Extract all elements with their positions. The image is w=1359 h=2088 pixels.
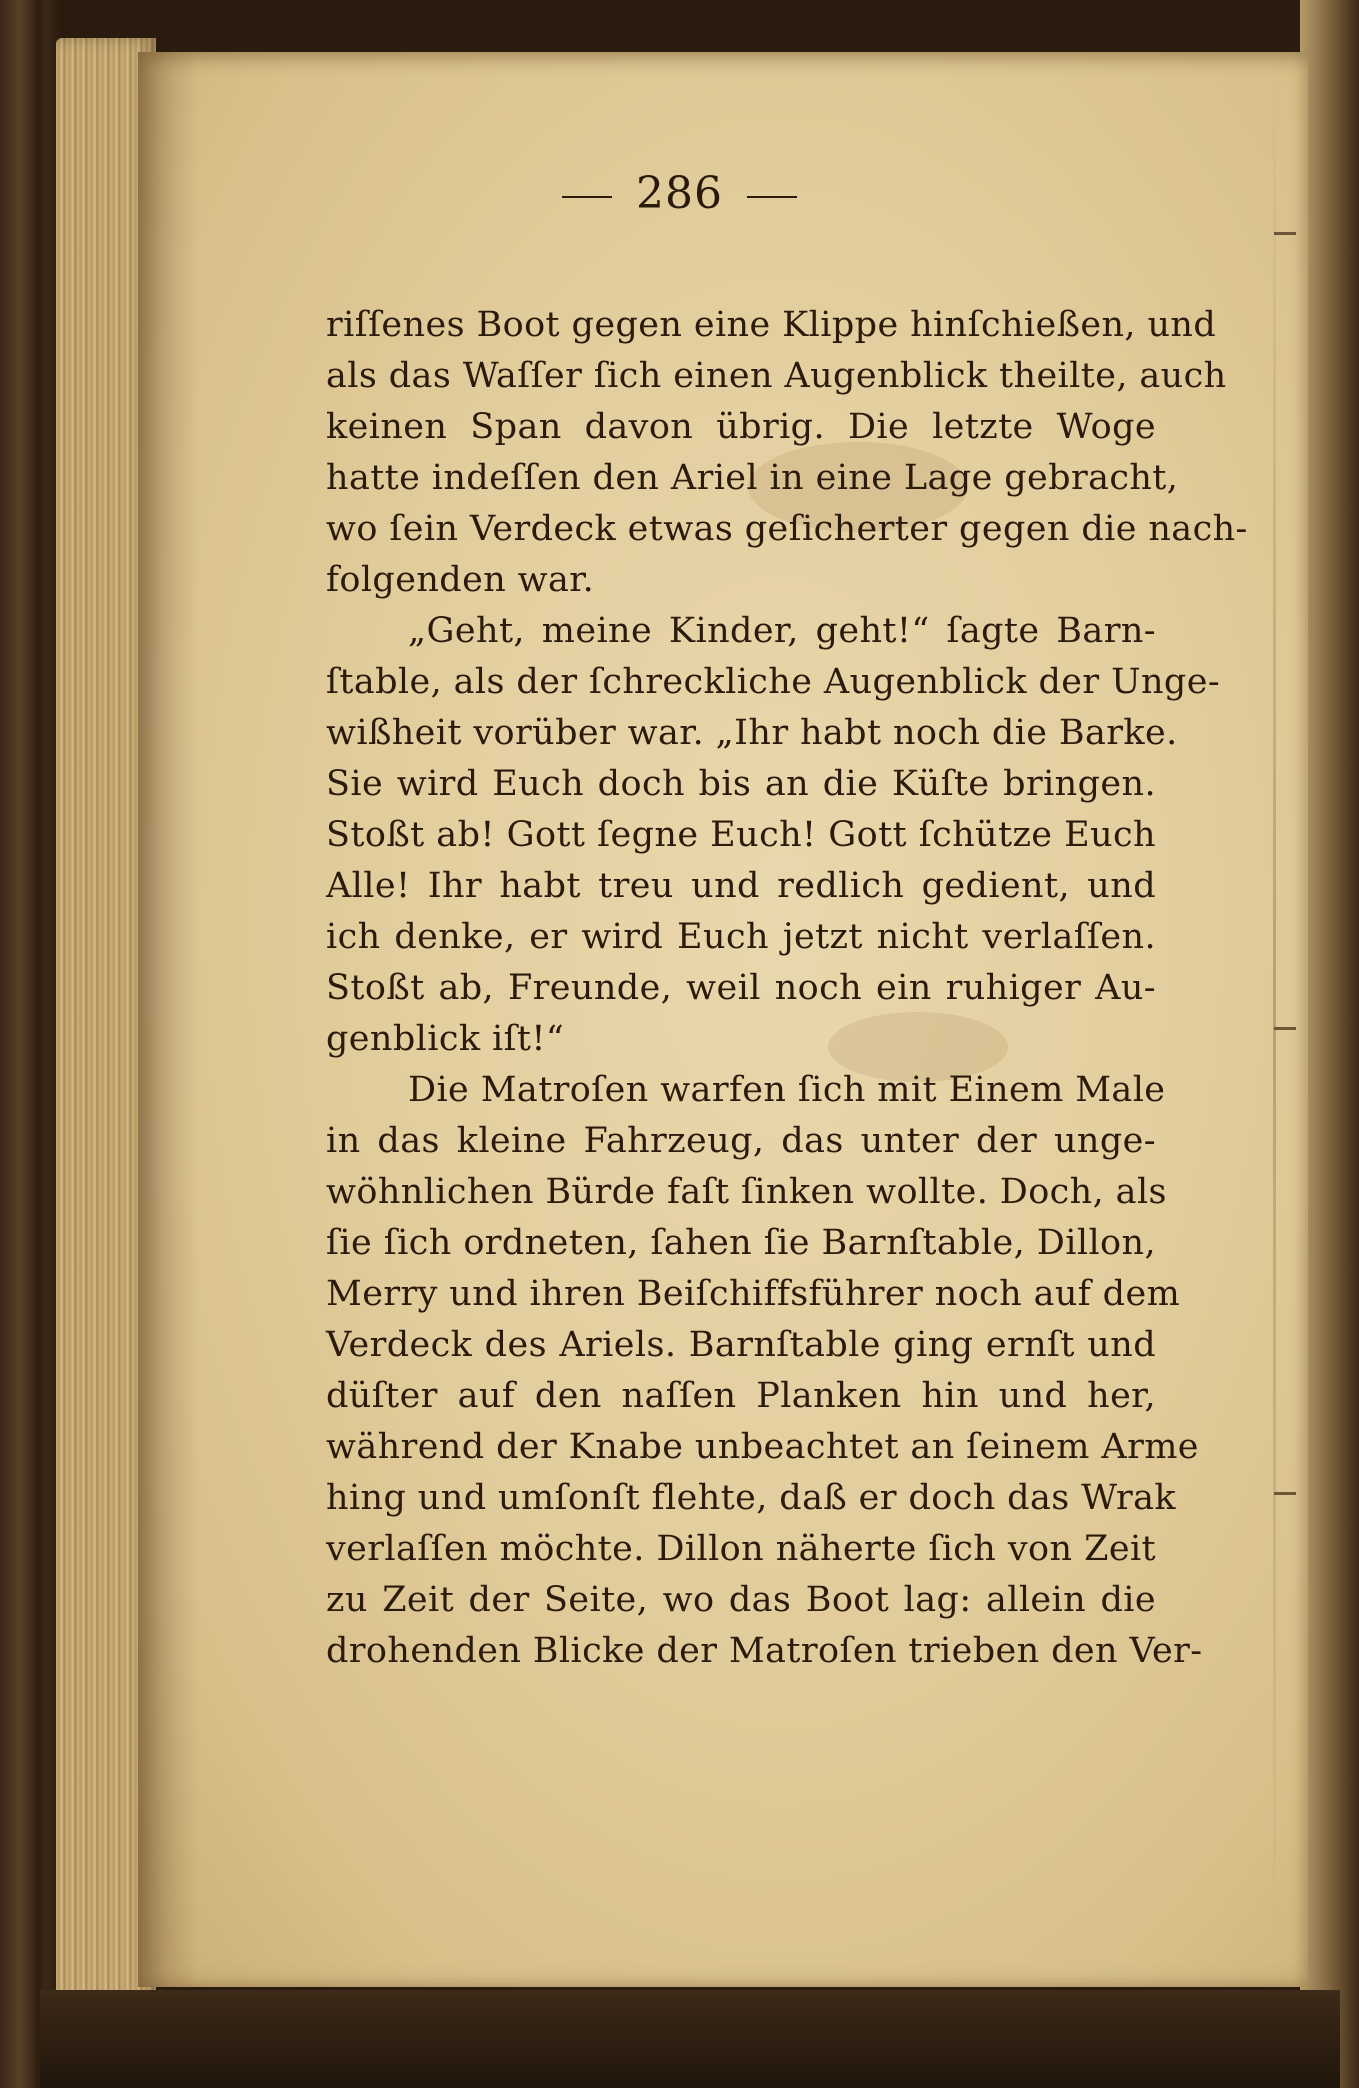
text-line: hatte indeſſen den Ariel in eine Lage gebracht, — [326, 458, 1179, 498]
book-cover-bottom — [40, 1990, 1340, 2088]
text-line: hing und umſonſt flehte, daß er doch das Wrak — [326, 1478, 1176, 1518]
text-line: wißheit vorüber war. „Ihr habt noch die Barke. — [326, 713, 1178, 753]
facing-page-edge — [1300, 0, 1359, 2088]
text-line: verlaſſen möchte. Dillon näherte ſich von Zeit — [326, 1529, 1156, 1569]
text-line: Merry und ihren Beiſchiffsführer noch auf dem — [326, 1274, 1181, 1314]
text-line: folgenden war. — [326, 560, 595, 600]
text-line: drohenden Blicke der Matroſen trieben den Ver- — [326, 1631, 1203, 1671]
text-line: Stoßt ab! Gott ſegne Euch! Gott ſchütze Euch — [326, 815, 1156, 855]
text-line: Stoßt ab, Freunde, weil noch ein ruhiger Au- — [326, 968, 1156, 1008]
text-line: genblick iſt!“ — [326, 1019, 565, 1059]
text-line: ſtable, als der ſchreckliche Augenblick der Unge- — [326, 662, 1221, 702]
margin-tick — [1274, 232, 1296, 235]
text-line: wo ſein Verdeck etwas geſicherter gegen die nach- — [326, 509, 1248, 549]
text-line: ich denke, er wird Euch jetzt nicht verlaſſen. — [326, 917, 1156, 957]
text-line: ſie ſich ordneten, ſahen ſie Barnſtable, Dillon, — [326, 1223, 1156, 1263]
text-line: düſter auf den naſſen Planken hin und her, — [326, 1376, 1156, 1416]
gutter-shadow — [138, 52, 198, 1987]
margin-tick — [1274, 1027, 1296, 1030]
text-line: wöhnlichen Bürde faſt ſinken wollte. Doch, als — [326, 1172, 1167, 1212]
header-dash-right — [747, 196, 797, 198]
text-line: während der Knabe unbeachtet an ſeinem Arme — [326, 1427, 1199, 1467]
text-line: Sie wird Euch doch bis an die Küſte bringen. — [326, 764, 1156, 804]
text-line: Die Matroſen warfen ſich mit Einem Male — [408, 1070, 1166, 1110]
text-line: Verdeck des Ariels. Barnſtable ging ernſt und — [326, 1325, 1156, 1365]
text-line: in das kleine Fahrzeug, das unter der unge- — [326, 1121, 1156, 1161]
page-header — [0, 168, 1359, 219]
text-line: zu Zeit der Seite, wo das Boot lag: allein die — [326, 1580, 1156, 1620]
page-number: 286 — [636, 168, 723, 219]
text-line: Alle! Ihr habt treu und redlich gedient, und — [326, 866, 1156, 906]
text-line: als das Waſſer ſich einen Augenblick theilte, auch — [326, 356, 1227, 396]
text-line: „Geht, meine Kinder, geht!“ ſagte Barn- — [408, 611, 1156, 651]
margin-tick — [1274, 1492, 1296, 1495]
body-text — [326, 300, 1248, 1677]
text-line: keinen Span davon übrig. Die letzte Woge — [326, 407, 1156, 447]
page-fold-line — [1273, 72, 1276, 1952]
header-dash-left — [562, 196, 612, 198]
text-line: riſſenes Boot gegen eine Klippe hinſchießen, und — [326, 305, 1217, 345]
